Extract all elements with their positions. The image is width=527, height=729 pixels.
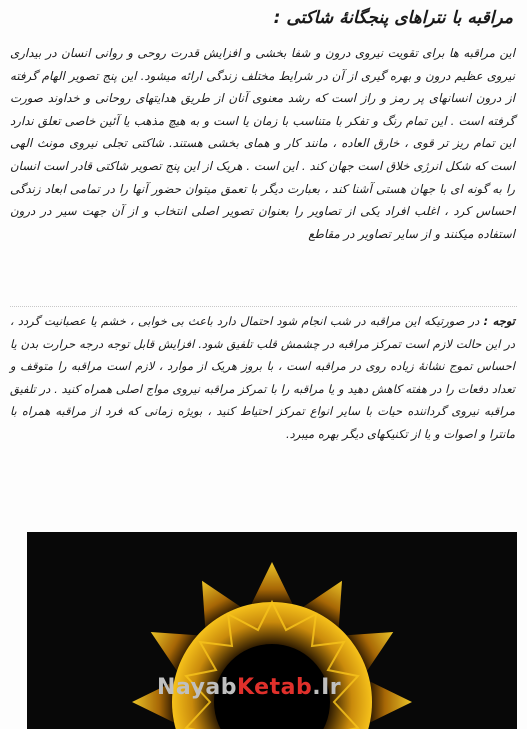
intro-paragraph: این مراقبه ها برای تقویت نیروی درون و شفا بخشی و افزایش قدرت روحی و روانی انسان در بیداری نیروی عظیم درون و بهره گیری از آن در شرایط مختلف زندگی ارائه میشود. این پنج تصویر الهام گرفته از درون انسانهای پر رمز و راز است که رشد معنوی آنان از طریق هدایتهای روحانی و خداوند صورت گرفته است . این تمام رنگ و تفکر با متناسب با زمان یا است و به هیچ مذهب یا آئین خاصی تعلق ندارد این تمام ریز تر قوی ، خارق العاده ، مانند کار و همای بخشی هستند. شاکتی تجلی نیروی مونث الهی است که شکل انرژی خلاق است جهان کند . این است . هریک از این پنج تصویر شاکتی قادر است انسان را به گونه ای با جهان هستی آشنا کند ، بعبارت دیگر با تعمق میتوان حضور آنها را در تمامی ابعاد زندگی احساس کرد ، اغلب افراد یکی از تصاویر را بعنوان تصویر اصلی انتخاب و از آن جهت سیر در درون استفاده میکنند و از سایر تصاویر در مقاطع [10, 46, 515, 241]
caution-text: در صورتیکه این مراقبه در شب انجام شود احتمال دارد باعث بی خوابی ، خشم یا عصبانیت گردد ، در این حالت لازم است تمرکز مراقبه در چشمش قلب تلفیق شود. افزایش قابل توجه درجه حرارت بدن یا احساس تموج نشانهٔ زیاده روی در مراقبه است ، با بروز هریک از موارد ، لازم است مراقبه را متوقف و تعداد دفعات را در هفته کاهش دهید و یا مراقبه را با تمرکز مراقبه نیروی مواج اصلی همراه کنید . در تلفیق مراقبه نیروی گرداننده حیات با سایر انواع تمرکز احتیاط کنید ، بویژه زمانی که فرد از مراقبه همراه با مانترا و اصوات و یا از تکنیکهای دیگر بهره میبرد. [10, 314, 515, 441]
caution-paragraph [10, 310, 515, 445]
caution-label: توجه : [483, 314, 515, 328]
site-watermark [157, 675, 341, 700]
page-title: مراقبه با نتراهای پنجگانهٔ شاکتی : [273, 8, 513, 28]
watermark-part-1: Nayab [157, 675, 238, 700]
section-divider [10, 306, 517, 307]
watermark-part-3: .Ir [312, 675, 342, 700]
watermark-part-2: Ketab [237, 675, 313, 700]
